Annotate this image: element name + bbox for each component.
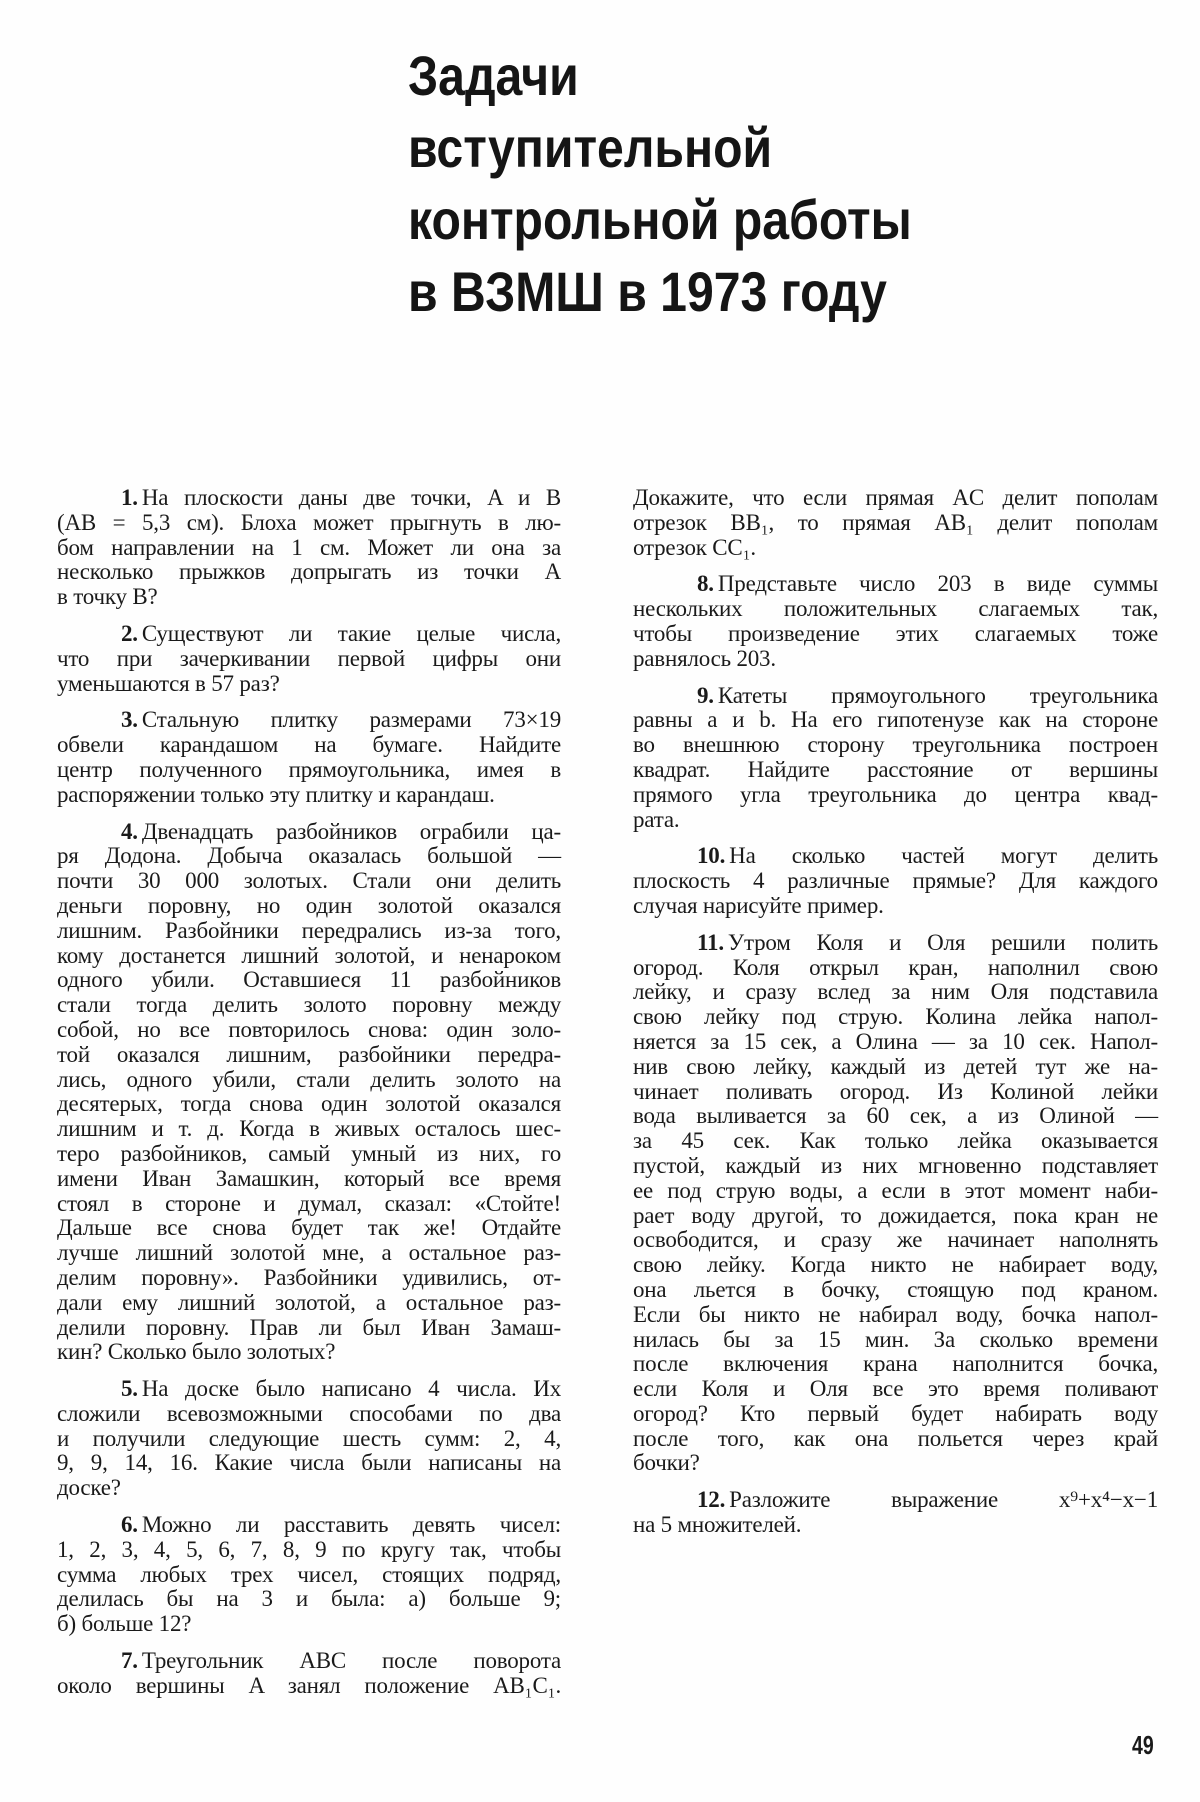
line-text: деньги поровну, но один золотой оказался: [57, 892, 561, 918]
line-text: Разложите выражение x⁹+x⁴−x−1: [729, 1487, 1158, 1513]
line-text: (AB = 5,3 см). Блоха может прыгнуть в лю-: [57, 509, 561, 535]
problem-number: 2.: [121, 620, 138, 646]
line-text: нив свою лейку, каждый из детей тут же на-: [633, 1053, 1158, 1079]
text-line: [57, 1674, 561, 1699]
line-text: нилась бы за 15 мин. За сколько времени: [633, 1326, 1158, 1352]
line-text: несколько прыжков допрыгать из точки A: [57, 559, 561, 585]
problem-paragraph: [633, 1488, 1158, 1538]
text-line: [57, 1377, 561, 1402]
title-line: контрольной работы: [408, 188, 912, 251]
text-line: [633, 1129, 1158, 1154]
line-text: обвели карандашом на бумаге. Найдите: [57, 732, 561, 758]
line-text: На плоскости даны две точки, A и B: [141, 485, 561, 510]
text-line: [57, 672, 561, 697]
line-text: сложили всевозможными способами по два: [57, 1400, 561, 1426]
text-line: [633, 486, 1158, 511]
line-text: вода выливается за 60 сек, а из Олиной —: [633, 1103, 1158, 1129]
text-line: [633, 844, 1158, 869]
line-text: дали ему лишний золотой, а остальное раз-: [57, 1289, 561, 1315]
text-line: [633, 1352, 1158, 1377]
text-line: [633, 1488, 1158, 1513]
line-text: бочки?: [633, 1450, 700, 1476]
problem-paragraph: [57, 708, 561, 807]
line-text: няется за 15 сек, а Олина — за 10 сек. Напол-: [633, 1028, 1158, 1054]
line-text: Катеты прямоугольного треугольника: [717, 682, 1158, 708]
text-line: [57, 1043, 561, 1068]
text-line: [57, 1563, 561, 1588]
line-text: если Коля и Оля все это время поливают: [633, 1376, 1158, 1402]
problem-paragraph: [57, 1377, 561, 1501]
text-line: [57, 1092, 561, 1117]
text-line: [57, 869, 561, 894]
line-text: распоряжении только эту плитку и карандаш.: [57, 781, 495, 807]
problem-number: 6.: [121, 1512, 138, 1538]
problem-number: 7.: [121, 1648, 138, 1674]
text-line: [633, 956, 1158, 981]
text-line: [57, 758, 561, 783]
line-text: доске?: [57, 1475, 121, 1501]
line-text: огород? Кто первый будет набирать воду: [633, 1400, 1158, 1426]
text-line: [57, 1192, 561, 1217]
text-line: [57, 1266, 561, 1291]
line-text: лись, одного убили, стали делить золото на: [57, 1066, 561, 1092]
line-text: свою лейку под струю. Колина лейка напол-: [633, 1004, 1158, 1030]
text-line: [57, 993, 561, 1018]
line-text: той оказался лишним, разбойники передра-: [57, 1041, 561, 1067]
line-text: Утром Коля и Оля решили полить: [727, 929, 1158, 955]
problem-paragraph: [633, 486, 1158, 560]
problem-paragraph: [57, 1513, 561, 1637]
text-line: [57, 733, 561, 758]
line-text: 9, 9, 14, 16. Какие числа были написаны на: [57, 1450, 561, 1476]
line-text: чтобы произведение этих слагаемых тоже: [633, 620, 1158, 646]
line-text: что при зачеркивании первой цифры они: [57, 645, 561, 671]
title-line: Задачи: [408, 44, 579, 107]
text-line: [57, 1316, 561, 1341]
line-text: в точку B?: [57, 584, 158, 610]
title-line: вступительной: [408, 116, 773, 179]
text-line: [57, 944, 561, 969]
text-line: [633, 1055, 1158, 1080]
problem-number: 8.: [697, 571, 714, 597]
line-text: уменьшаются в 57 раз?: [57, 670, 280, 696]
text-line: [633, 1080, 1158, 1105]
line-text: На доске было написано 4 числа. Их: [141, 1376, 561, 1402]
text-line: [633, 1303, 1158, 1328]
line-text: Стальную плитку размерами 73×19: [141, 707, 561, 733]
problem-number: 3.: [121, 707, 138, 733]
text-line: [57, 1513, 561, 1538]
line-text: Докажите, что если прямая AC делит пополам: [633, 485, 1158, 510]
page-title: [408, 40, 912, 328]
problem-paragraph: [633, 684, 1158, 833]
text-line: [57, 1476, 561, 1501]
line-text: бом направлении на 1 см. Может ли она за: [57, 534, 561, 560]
text-line: [57, 919, 561, 944]
line-text: собой, но все повторилось снова: один золо-: [57, 1016, 561, 1042]
text-line: [633, 931, 1158, 956]
text-line: [633, 536, 1158, 561]
problem-paragraph: [633, 572, 1158, 671]
text-line: [57, 647, 561, 672]
line-text: делилась бы на 3 и была: а) больше 9;: [57, 1586, 561, 1612]
line-text: во внешнюю сторону треугольника построен: [633, 732, 1158, 758]
problem-paragraph: [57, 1649, 561, 1699]
line-text: Двенадцать разбойников ограбили ца-: [141, 818, 561, 844]
line-text: плоскость 4 различные прямые? Для каждого: [633, 868, 1158, 894]
line-text: На сколько частей могут делить: [729, 843, 1158, 869]
line-text: стали тогда делить золото поровну между: [57, 992, 561, 1018]
line-text: делим поровну». Разбойники удивились, от-: [57, 1264, 561, 1290]
line-text: делили поровну. Прав ли был Иван Замаш-: [57, 1314, 561, 1340]
text-line: [633, 1253, 1158, 1278]
line-text: и получили следующие шесть сумм: 2, 4,: [57, 1425, 561, 1451]
text-line: [57, 708, 561, 733]
text-line: [57, 1216, 561, 1241]
text-line: [57, 1451, 561, 1476]
line-text: свою лейку. Когда никто не набирает воду,: [633, 1252, 1158, 1278]
text-line: [633, 1377, 1158, 1402]
text-line: [57, 1612, 561, 1637]
text-line: [633, 511, 1158, 536]
text-line: [57, 1340, 561, 1365]
line-text: одного убили. Оставшиеся 11 разбойников: [57, 967, 561, 993]
line-text: стоял в стороне и думал, сказал: «Стойте!: [57, 1190, 561, 1216]
text-line: [57, 536, 561, 561]
line-text: после того, как она польется через край: [633, 1425, 1158, 1451]
line-text: за 45 сек. Как только лейка оказывается: [633, 1128, 1158, 1154]
text-line: [57, 585, 561, 610]
line-text: лишним. Разбойники передрались из-за того,: [57, 917, 561, 943]
line-text: ря Додона. Добыча оказалась большой —: [57, 843, 561, 869]
line-text: отрезок BB₁, то прямая AB₁ делит пополам: [633, 509, 1158, 535]
text-line: [633, 1104, 1158, 1129]
problem-paragraph: [633, 931, 1158, 1477]
line-text: кому достанется лишний золотой, и ненароком: [57, 942, 561, 968]
text-line: [57, 844, 561, 869]
text-line: [57, 486, 561, 511]
text-line: [57, 968, 561, 993]
line-text: Если бы никто не набирал воду, бочка напол-: [633, 1301, 1158, 1327]
text-line: [633, 1179, 1158, 1204]
text-line: [633, 647, 1158, 672]
problem-number: 10.: [697, 843, 726, 869]
line-text: Можно ли расставить девять чисел:: [141, 1512, 561, 1538]
text-line: [57, 1068, 561, 1093]
line-text: Представьте число 203 в виде суммы: [717, 571, 1158, 597]
text-line: [633, 894, 1158, 919]
text-line: [57, 1241, 561, 1266]
text-line: [57, 1117, 561, 1142]
problem-paragraph: [57, 486, 561, 610]
line-text: десятерых, тогда снова один золотой оказался: [57, 1091, 561, 1117]
text-line: [633, 1451, 1158, 1476]
title-line: в ВЗМШ в 1973 году: [408, 260, 887, 323]
line-text: на 5 множителей.: [633, 1512, 802, 1538]
line-text: теро разбойников, самый умный из них, го: [57, 1140, 561, 1166]
line-text: нескольких положительных слагаемых так,: [633, 596, 1158, 622]
text-line: [633, 684, 1158, 709]
line-text: имени Иван Замашкин, который все время: [57, 1165, 561, 1191]
text-line: [633, 783, 1158, 808]
text-line: [633, 1427, 1158, 1452]
text-line: [633, 1228, 1158, 1253]
line-text: лучше лишний золотой мне, а остальное раз-: [57, 1240, 561, 1266]
text-line: [57, 1587, 561, 1612]
line-text: равны a и b. На его гипотенузе как на стороне: [633, 707, 1158, 733]
right-column: [633, 486, 1158, 1550]
problem-number: 4.: [121, 818, 138, 844]
line-text: кин? Сколько было золотых?: [57, 1339, 336, 1365]
text-line: [633, 808, 1158, 833]
text-line: [57, 1649, 561, 1674]
problem-paragraph: [633, 844, 1158, 918]
line-text: рата.: [633, 806, 680, 832]
line-text: около вершины A занял положение AB₁C₁.: [57, 1672, 561, 1698]
line-text: освободится, и сразу же начинает наполнять: [633, 1227, 1158, 1253]
problem-paragraph: [57, 622, 561, 696]
text-line: [633, 597, 1158, 622]
text-line: [57, 1167, 561, 1192]
text-line: [633, 1513, 1158, 1538]
line-text: ее под струю воды, а если в этот момент наби-: [633, 1177, 1158, 1203]
line-text: сумма любых трех чисел, стоящих подряд,: [57, 1561, 561, 1587]
line-text: центр полученного прямоугольника, имея в: [57, 756, 561, 782]
line-text: 1, 2, 3, 4, 5, 6, 7, 8, 9 по кругу так, чтобы: [57, 1536, 561, 1562]
text-line: [633, 733, 1158, 758]
line-text: равнялось 203.: [633, 645, 776, 671]
problem-paragraph: [57, 820, 561, 1366]
problem-number: 5.: [121, 1376, 138, 1402]
line-text: она льется в бочку, стоящую под краном.: [633, 1276, 1158, 1302]
text-line: [633, 1204, 1158, 1229]
text-line: [57, 1142, 561, 1167]
problem-number: 9.: [697, 682, 714, 708]
text-line: [633, 1154, 1158, 1179]
text-line: [57, 560, 561, 585]
line-text: Треугольник ABC после поворота: [141, 1648, 561, 1674]
line-text: рает воду другой, то дожидается, пока кран не: [633, 1202, 1158, 1228]
text-line: [633, 708, 1158, 733]
line-text: пустой, каждый из них мгновенно подставляет: [633, 1152, 1158, 1178]
line-text: Дальше все снова будет так же! Отдайте: [57, 1215, 561, 1241]
text-line: [57, 894, 561, 919]
line-text: б) больше 12?: [57, 1611, 192, 1637]
text-line: [57, 1538, 561, 1563]
text-line: [633, 980, 1158, 1005]
text-line: [57, 622, 561, 647]
problem-number: 1.: [121, 485, 138, 510]
line-text: случая нарисуйте пример.: [633, 892, 884, 918]
text-line: [633, 758, 1158, 783]
line-text: чинает поливать огород. Из Колиной лейки: [633, 1078, 1158, 1104]
text-line: [57, 1427, 561, 1452]
text-line: [57, 511, 561, 536]
text-line: [57, 1018, 561, 1043]
problem-number: 11.: [697, 929, 724, 955]
page-number: 49: [1132, 1730, 1154, 1760]
text-line: [633, 1005, 1158, 1030]
text-line: [57, 783, 561, 808]
line-text: после включения крана наполнится бочка,: [633, 1351, 1158, 1377]
line-text: Существуют ли такие целые числа,: [141, 620, 561, 646]
text-line: [633, 1278, 1158, 1303]
line-text: отрезок CC₁.: [633, 534, 756, 560]
text-line: [633, 1328, 1158, 1353]
line-text: почти 30 000 золотых. Стали они делить: [57, 868, 561, 894]
text-line: [57, 1402, 561, 1427]
text-line: [633, 572, 1158, 597]
line-text: лишним и т. д. Когда в живых осталось шес-: [57, 1116, 561, 1142]
line-text: лейку, и сразу вслед за ним Оля подставила: [633, 979, 1158, 1005]
text-line: [633, 1030, 1158, 1055]
problem-number: 12.: [697, 1487, 726, 1513]
line-text: квадрат. Найдите расстояние от вершины: [633, 756, 1158, 782]
text-line: [57, 820, 561, 845]
text-line: [633, 622, 1158, 647]
text-line: [633, 1402, 1158, 1427]
text-line: [633, 869, 1158, 894]
text-line: [57, 1291, 561, 1316]
left-column: [57, 486, 561, 1711]
line-text: огород. Коля открыл кран, наполнил свою: [633, 954, 1158, 980]
line-text: прямого угла треугольника до центра квад-: [633, 781, 1158, 807]
